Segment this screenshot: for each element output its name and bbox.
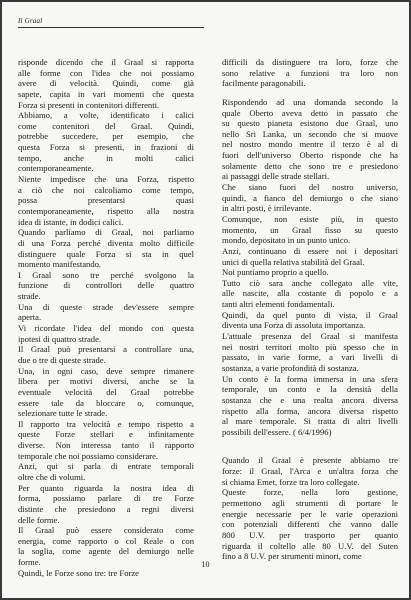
text-line: momento manifestando.	[18, 259, 102, 270]
text-line: Niente impedisce che una Forza, rispetto	[18, 174, 194, 185]
text-line: Tutto ciò sara anche collegato alle vite,	[222, 277, 398, 288]
text-line: distinguere quale Forza si sta in quel	[18, 248, 194, 259]
text-line: fuori dell'universo Oberto risponde che ha	[222, 150, 398, 161]
text-line: L'attuale presenza del Graal si manifesta	[222, 331, 398, 342]
text-line: aperta.	[18, 312, 42, 323]
text-line: momento, un Graal fisso su questo	[222, 224, 398, 235]
left-text-column	[18, 57, 194, 578]
text-line: su questo pianeta esistono due Graal, uno	[222, 118, 398, 129]
text-line: energie necessarie per le varie operazioni	[222, 508, 398, 519]
text-line: forma, possiamo parlare di tre Forze	[18, 493, 194, 504]
text-line: risponde dicendo che il Graal si rapporta	[18, 57, 194, 67]
text-line: quindi, a fianco del demiurgo o che siano	[222, 192, 398, 203]
paragraph-gap	[222, 89, 398, 97]
text-line: a ciò che noi calcoliamo come tempo,	[18, 184, 194, 195]
text-line: contemporaneamente.	[18, 163, 94, 174]
text-line: Una di queste strade dev'essere sempre	[18, 301, 194, 312]
text-line: alle nascite, alla costante di popolo e a	[222, 288, 398, 299]
text-line: potrebbe succedere, per esempio, che	[18, 131, 194, 142]
text-line: essere tale da bloccare o, comunque,	[18, 397, 194, 408]
text-line: passato, in varie forme, a vari livelli di	[222, 352, 398, 363]
text-line: diverse. Non interessa tanto il rapporto	[18, 440, 194, 451]
text-line: idea di istante, in dodici calici.	[18, 216, 124, 227]
text-line: Abbiamo, a volte, identificato i calici	[18, 110, 194, 121]
text-line: Un conto è la forma immersa in una sfera	[222, 373, 398, 384]
text-line: difficili da distinguere tra loro, forze che	[222, 57, 398, 67]
text-line: Che siano fuori del nostro universo,	[222, 182, 398, 193]
document-page	[2, 2, 409, 598]
paragraph-gap	[222, 437, 398, 455]
text-line: unici di quella relativa stabilità del Graal.	[222, 256, 365, 267]
text-line: contemporaneamente, rispetto alla nostra	[18, 205, 194, 216]
text-line: nel nostro mondo mentre il terzo è al di	[222, 139, 398, 150]
text-line: temporale, un conto e la densità della	[222, 384, 398, 395]
text-line: distinte che presiedono a regni diversi	[18, 503, 194, 514]
text-line: Per quanto riguarda la nostra idea di	[18, 482, 194, 493]
text-line: permettono agli strumenti di portare le	[222, 497, 398, 508]
text-line: I Graal sono tre perché svolgono la	[18, 269, 194, 280]
text-line: Noi puntiamo proprio a quello.	[222, 267, 329, 278]
text-line: forze: il Graal, l'Arca e un'altra forza che	[222, 466, 398, 477]
text-line: sono relative a funzioni tra loro non	[222, 67, 398, 78]
text-line: Queste forze, nella loro gestione,	[222, 487, 398, 498]
text-line: Rispondendo ad una domanda secondo la	[222, 96, 398, 107]
text-line: ipotesi di quattro strade.	[18, 333, 102, 344]
text-line: libera per motivi diversi, anche se la	[18, 376, 194, 387]
page-number: 10	[201, 560, 210, 569]
text-line: delle forme.	[18, 514, 60, 525]
text-line: Vi ricordate l'idea del mondo con questa	[18, 323, 194, 334]
text-line: sapete, capita in vari momenti che questa	[18, 88, 194, 99]
text-line: Comunque, non esiste più, in questo	[222, 213, 398, 224]
text-line: di una Forza perché diventa molto difficile	[18, 237, 194, 248]
text-line: al mare temporale. Si tratta di altri livelli	[222, 416, 398, 427]
text-line: avere di velocità. Quindi, come già	[18, 78, 194, 89]
text-line: la soglia, come agente del demiurgo nelle	[18, 546, 194, 557]
text-line: come contenitori del Graal. Quindi,	[18, 120, 194, 131]
text-line: Anzi, qui si parla di entrate temporali	[18, 461, 194, 472]
text-line: rispetto alla forma, ancora diversa rispetto	[222, 405, 398, 416]
text-line: Anzi, continuano di essere noi i depositari	[222, 245, 398, 256]
text-line: tempo, anche in molti calici	[18, 152, 194, 163]
header-rule	[18, 27, 204, 28]
text-line: solamente detto che sono tre e presiedono	[222, 160, 398, 171]
text-line: Il rapporto tra velocità e tempo rispetto a	[18, 418, 194, 429]
text-line: in altri posti, è irrilevante.	[222, 203, 312, 214]
text-line: diventa una Forza di assoluta importanza.	[222, 320, 366, 331]
text-line: nello Sri Lanka, un secondo che si muove	[222, 128, 398, 139]
text-line: riguarda il coltello alle 80 U.V. del Suten	[222, 540, 398, 551]
text-line: si chiama Emet, forze tra loro collegate.	[222, 476, 360, 487]
text-line: Una, in ogni caso, deve sempre rimanere	[18, 365, 194, 376]
right-paragraph-3	[222, 455, 398, 561]
text-line: questa Forza si presenti, in frazioni di	[18, 142, 194, 153]
text-line: selezionare tutte le strade.	[18, 408, 108, 419]
text-line: nei nostri territori molto più spesso che in	[222, 341, 398, 352]
text-line: Il Graal può essere considerato come	[18, 525, 194, 536]
right-paragraph-2	[222, 97, 398, 438]
right-text-column	[222, 57, 398, 562]
text-line: Forza si presenti in contenitori differenti.	[18, 99, 160, 110]
text-line: oltre che di volumi.	[18, 471, 86, 482]
text-line: Quando parliamo di Graal, noi parliamo	[18, 227, 194, 238]
text-line: Quando il Graal è presente abbiamo tre	[222, 455, 398, 466]
text-line: alle forme con l'idea che noi possiamo	[18, 67, 194, 78]
text-line: facilmente paragonabili.	[222, 78, 306, 89]
text-line: eventuale velocità del Graal potrebbe	[18, 386, 194, 397]
text-line: energia, come rapporto o col Reale o con	[18, 535, 194, 546]
text-line: con potenziali differenti che vanno dalle	[222, 519, 398, 530]
text-line: Quindi, da quel punto di vista, il Graal	[222, 309, 398, 320]
running-header: Il Graal	[18, 17, 43, 25]
text-line: quale Oberto aveva detto in passato che	[222, 107, 398, 118]
text-line: sostanza, a varie profondità di sostanza.	[222, 362, 359, 373]
text-line: fino a 8 U.V. per strumenti minori, come	[222, 551, 362, 562]
text-line: possa presentarsi quasi	[18, 195, 194, 206]
text-line: Quindi, le Forze sono tre: tre Forze	[18, 567, 139, 578]
text-line: funzione di controllori delle quattro	[18, 280, 194, 291]
text-line: ai passaggi delle strade stellari.	[222, 171, 330, 182]
text-line: possibili dell'essere. ( 6/4/1996)	[222, 426, 332, 437]
text-line: mondo, depositato in un punto unico.	[222, 235, 351, 246]
right-paragraph-1	[222, 57, 398, 89]
text-line: 800 U.V. per trasporto per quanto	[222, 529, 398, 540]
text-line: sostanza che e una realta ancora diversa	[222, 394, 398, 405]
text-line: strade.	[18, 291, 41, 302]
text-line: forme.	[18, 557, 41, 568]
text-line: tanti altri elementi fondamentali.	[222, 299, 335, 310]
text-line: due o tre di queste strade.	[18, 354, 106, 365]
text-line: Il Graal può presentarsi a controllare una,	[18, 344, 194, 355]
text-line: temporale che noi possiamo considerare.	[18, 450, 159, 461]
text-line: queste Forze stellari e infinitamente	[18, 429, 194, 440]
